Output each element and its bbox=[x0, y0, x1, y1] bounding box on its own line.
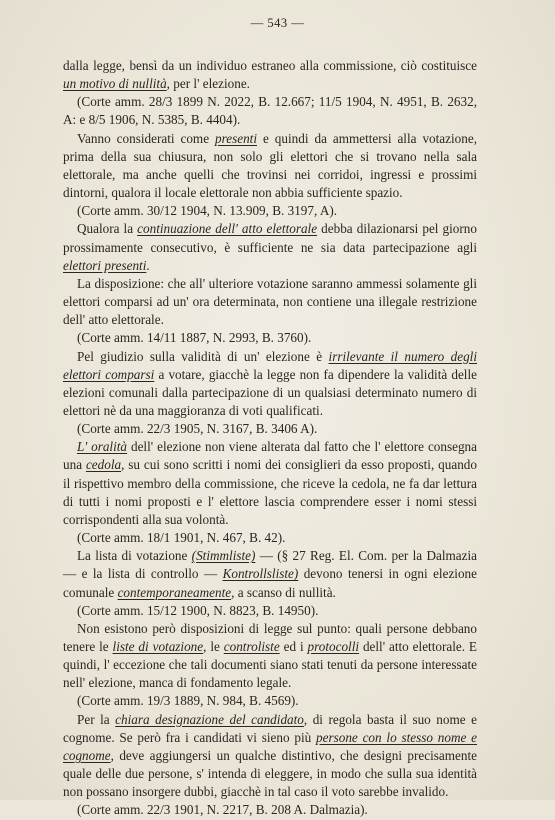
text-run: La disposizione: che all' ulteriore votazione saranno ammessi solamente gli elettori comparsi ad un' ora determinata, non contiene una illegale restrizione dell' atto elettorale. bbox=[63, 275, 477, 328]
text-run: — (§ 27 Reg. El. Com. per la Dalmazia — e la lista di controllo — bbox=[63, 548, 477, 582]
text-run: (Corte amm. 18/1 1901, N. 467, B. 42). bbox=[77, 530, 286, 546]
paragraph bbox=[63, 692, 477, 710]
text-run: a votare, giacchè la legge non fa dipendere la validità delle elezioni comunali dalla partecipazione di un qualsiasi determinato numero di elettori nè da una maggioranza di voti qualificati. bbox=[63, 366, 477, 418]
underlined-phrase: contemporaneamente bbox=[117, 584, 232, 600]
text-run: (Corte amm. 14/11 1887, N. 2993, B. 3760). bbox=[77, 330, 312, 346]
underlined-phrase: Kontrollsliste) bbox=[222, 566, 299, 582]
text-run: , a scanso di nullità. bbox=[231, 584, 336, 600]
paragraph bbox=[63, 547, 477, 601]
text-run: Pel giudizio sulla validità di un' elezione è bbox=[77, 348, 329, 364]
underlined-phrase: presenti bbox=[215, 130, 258, 146]
text-run: , di regola basta il suo nome e cognome. Se però fra i candidati vi sieno più bbox=[63, 711, 477, 745]
underlined-phrase: continuazione dell' atto elettorale bbox=[137, 221, 318, 237]
underlined-phrase: un motivo di nullità bbox=[63, 76, 167, 92]
text-run: devono tenersi in ogni elezione comunale bbox=[63, 566, 478, 600]
text-run: La lista di votazione bbox=[77, 548, 192, 564]
text-run: e quindi da ammettersi alla votazione, prima della sua chiusura, non solo gli elettori che si trovano nella sala elettorale, ma anche quelli che trovinsi nei corridoi, ingressi e prossimi dintorni, qualora il locale elettorale non abbia sufficiente spazio. bbox=[63, 130, 478, 201]
paragraph bbox=[63, 348, 477, 421]
text-run: (Corte amm. 19/3 1889, N. 984, B. 4569). bbox=[77, 693, 299, 709]
text-run: Per la bbox=[77, 711, 116, 727]
text-run: , deve aggiungersi un qualche distintivo, che designi precisamente quale delle due persone, s' intenda di eleggere, in modo che sulla sua identità non possano insorgere dubbi, giacchè in tal caso il voto sarebbe invalido. bbox=[63, 747, 477, 800]
underlined-phrase: elettori presenti bbox=[63, 257, 147, 273]
page-text bbox=[63, 57, 477, 820]
text-run: ed i bbox=[279, 639, 308, 654]
text-run: , su cui sono scritti i nomi dei consiglieri da esso proposti, quando il rispettivo membro della commissione, che riceve la cedola, ne fa dar lettura di tutti i nomi proposti e l' elettore lascia comprendere esser i nomi stessi corrispondenti alla sua volontà. bbox=[63, 457, 477, 527]
paragraph bbox=[63, 220, 477, 274]
paragraph bbox=[63, 801, 477, 819]
underlined-phrase: protocolli bbox=[307, 639, 360, 654]
text-run: dell' elezione non viene alterata dal fatto che l' elettore consegna una bbox=[63, 439, 478, 473]
paragraph bbox=[63, 130, 477, 203]
text-run: (Corte amm. 22/3 1905, N. 3167, B. 3406 A). bbox=[77, 421, 318, 437]
text-run: Non esistono però disposizioni di legge sul punto: quali persone debbano tenere le bbox=[63, 620, 477, 654]
text-run: , per l' elezione. bbox=[166, 76, 250, 92]
text-run: debba dilazionarsi pel giorno prossimamente consecutivo, è sufficiente ne sia data partecipazione agli bbox=[63, 221, 477, 255]
underlined-phrase: (Stimmliste) bbox=[191, 548, 256, 564]
paragraph bbox=[63, 602, 477, 620]
underlined-phrase: persone con lo stesso nome e cognome bbox=[63, 729, 477, 763]
text-run: Vanno considerati come bbox=[77, 130, 216, 146]
page-number: — 543 — bbox=[250, 16, 305, 30]
paragraph bbox=[63, 275, 477, 329]
paragraph bbox=[63, 529, 477, 547]
paragraph bbox=[63, 420, 477, 438]
text-run: . bbox=[146, 257, 150, 273]
paragraph bbox=[63, 329, 477, 347]
underlined-phrase: L' oralità bbox=[77, 439, 128, 455]
text-run: dell' atto elettorale. E quindi, l' eccezione che tali documenti siano stati tenuti da persone interessate nell' elezione, manca di fondamento legale. bbox=[63, 639, 477, 691]
underlined-phrase: controliste bbox=[223, 639, 280, 654]
paragraph bbox=[63, 93, 477, 129]
text-run: (Corte amm. 28/3 1899 N. 2022, B. 12.667; 11/5 1904, N. 4951, B. 2632, A: e 8/5 1906, N. 5385, B. 4404). bbox=[63, 94, 477, 128]
text-run: dalla legge, bensì da un individuo estraneo alla commissione, ciò costituisce bbox=[63, 58, 477, 73]
paragraph bbox=[63, 57, 477, 93]
text-run: (Corte amm. 15/12 1900, N. 8823, B. 14950). bbox=[77, 602, 319, 618]
paragraph bbox=[63, 711, 477, 802]
underlined-phrase: liste di votazione bbox=[112, 639, 204, 654]
paragraph bbox=[63, 202, 477, 220]
underlined-phrase: chiara designazione del candidato bbox=[115, 711, 304, 727]
underlined-phrase: irrilevante il numero degli elettori comparsi bbox=[63, 348, 477, 382]
text-run: (Corte amm. 30/12 1904, N. 13.909, B. 3197, A). bbox=[77, 203, 338, 219]
text-run: (Corte amm. 22/3 1901, N. 2217, B. 208 A. Dalmazia). bbox=[77, 802, 368, 818]
paragraph bbox=[63, 438, 477, 529]
underlined-phrase: cedola bbox=[85, 457, 122, 473]
paragraph bbox=[63, 620, 477, 693]
text-run: , le bbox=[203, 639, 224, 654]
text-run: Qualora la bbox=[77, 221, 138, 237]
